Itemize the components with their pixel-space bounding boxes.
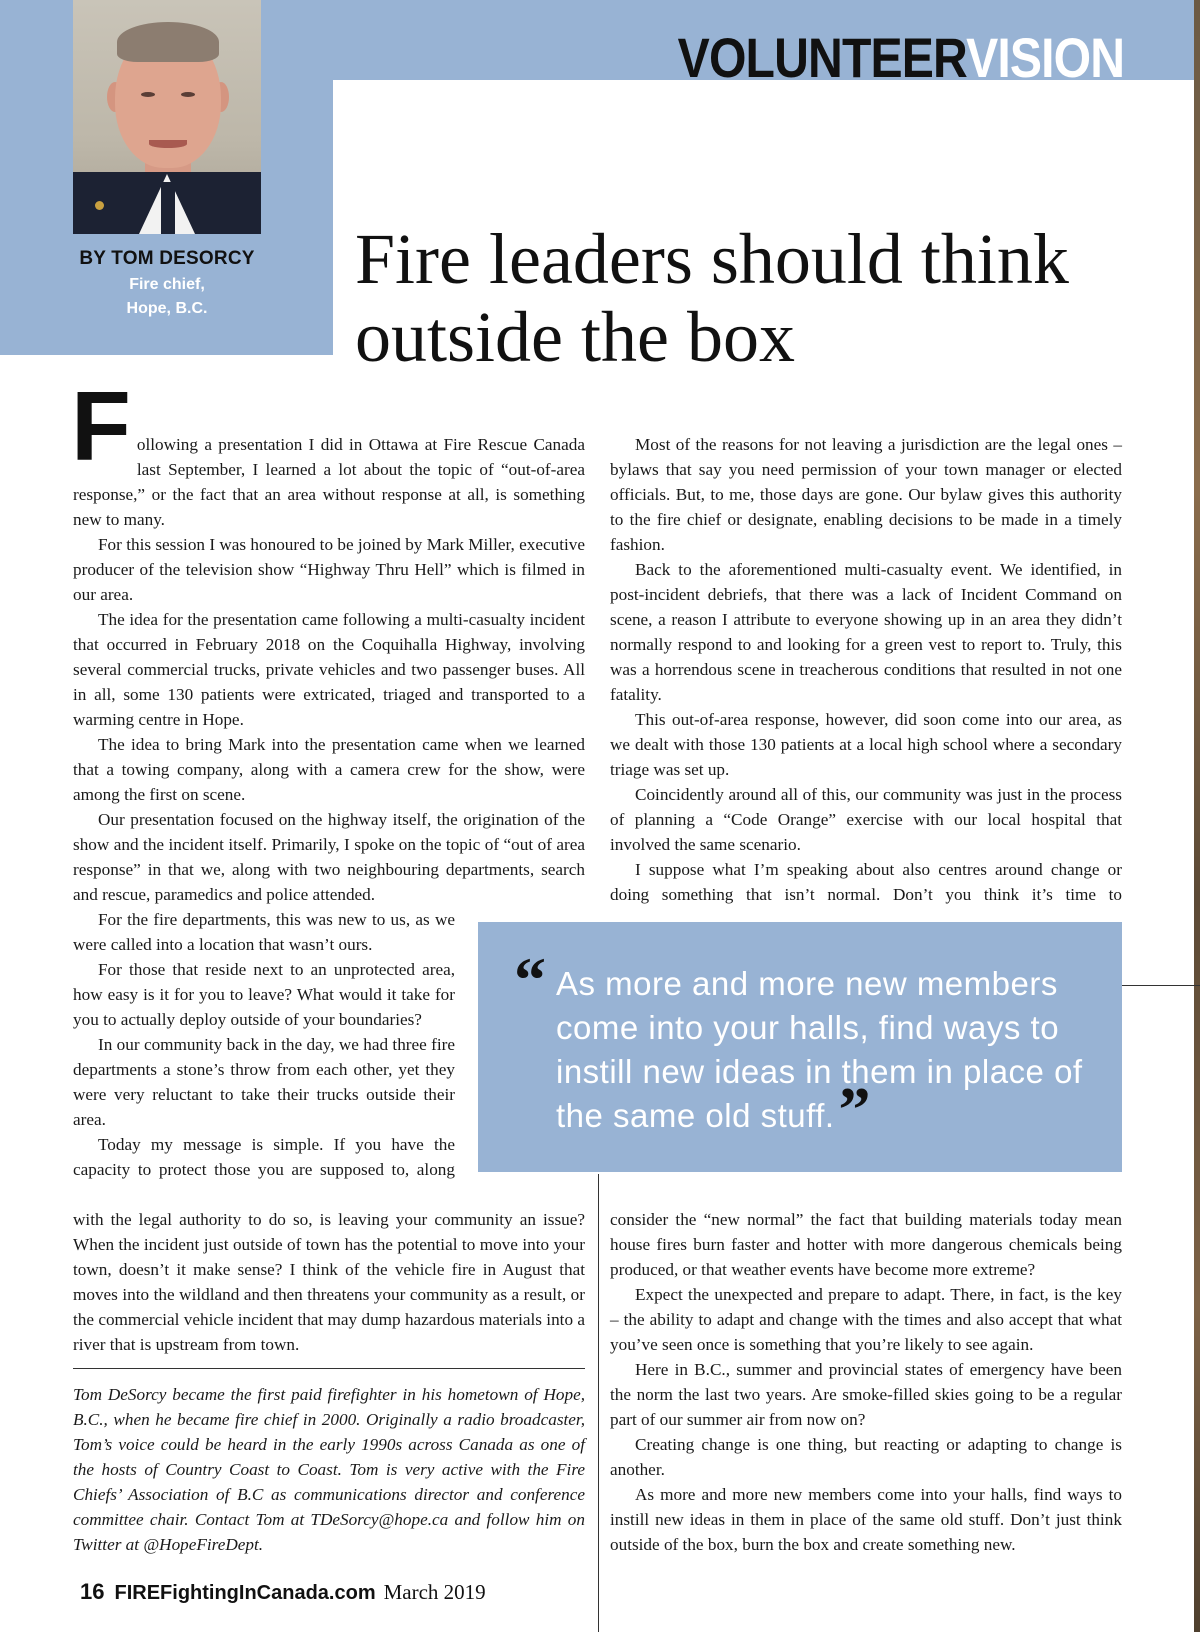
page-footer [80,1579,486,1605]
paragraph: In our community back in the day, we had three fire departments a stone’s throw from each other, yet they were very reluctant to take their trucks outside their area. [73,1035,455,1129]
byline-author: BY TOM DESORCY [79,248,255,269]
paragraph: The idea to bring Mark into the presentation came when we learned that a towing company, along with a camera crew for the show, were among the first on scene. [73,735,585,804]
article-column-left-mid [73,907,455,1182]
article-column-right-top [610,432,1122,907]
paragraph: Here in B.C., summer and provincial states of emergency have been the norm the last two years. Are smoke-filled skies going to be a regular part of our summer air from now on? [610,1360,1122,1429]
section-title-part1: VOLUNTEER [677,26,966,89]
author-bio: Tom DeSorcy became the first paid firefighter in his hometown of Hope, B.C., when he became fire chief in 2000. Originally a radio broadcaster, Tom’s voice could be heard in the early 1990s across Canada as one of the hosts of Country Coast to Coast. Tom is very active with the Fire Chiefs’ Association of B.C as communications director and conference committee chair. Contact Tom at TDeSorcy@hope.ca and follow him on Twitter at @HopeFireDept. [73,1385,585,1554]
close-quote-mark: ” [838,1074,872,1145]
divider-line [1122,985,1200,986]
page-edge-strip [1194,0,1200,1632]
paragraph: Coincidently around all of this, our community was just in the process of planning a “Code Orange” exercise with our local hospital that involved the same scenario. [610,785,1122,854]
article-column-left-top [71,371,585,907]
byline-role-line1: Fire chief, [129,276,205,293]
article-column-left-bottom [73,1207,585,1357]
byline [72,246,262,322]
paragraph: Creating change is one thing, but reacting or adapting to change is another. [610,1435,1122,1479]
page-number: 16 [80,1579,105,1604]
open-quote-mark: “ [514,944,546,1015]
bio-divider [73,1368,585,1369]
drop-cap: F [71,371,131,481]
article-headline [355,220,1155,376]
author-photo [73,0,261,234]
paragraph: Today my message is simple. If you have the capacity to protect those you are supposed to, along [73,1135,455,1179]
section-title-part2: VISION [965,26,1124,89]
headline-line1: Fire leaders should think [355,219,1069,299]
paragraph: Expect the unexpected and prepare to adapt. There, in fact, is the key – the ability to adapt and change with the times and also accept that what you’ve seen once is something that you’re likely to see again. [610,1285,1122,1354]
column-divider [598,1174,599,1632]
paragraph: For this session I was honoured to be joined by Mark Miller, executive producer of the television show “Highway Thru Hell” which is filmed in our area. [73,535,585,604]
paragraph: with the legal authority to do so, is leaving your community an issue? When the incident just outside of town has the potential to move into your town, doesn’t it make sense? I think of the vehicle fire in August that moves into the wildland and then threatens your community as a result, or the commercial vehicle incident that may dump hazardous materials into a river that is upstream from town. [73,1210,585,1354]
pull-quote [478,922,1122,1172]
paragraph: This out-of-area response, however, did soon come into our area, as we dealt with those 130 patients at a local high school where a secondary triage was set up. [610,710,1122,779]
paragraph: Our presentation focused on the highway itself, the origination of the show and the incident itself. Primarily, I spoke on the topic of “out of area response” in that we, along with two neighbouring departments, search and rescue, paramedics and police attended. [73,810,585,904]
paragraph: For the fire departments, this was new to us, as we were called into a location that wasn’t ours. [73,910,455,954]
paragraph: As more and more new members come into your halls, find ways to instill new ideas in them in place of the same old stuff. Don’t just think outside of the box, burn the box and create something new. [610,1485,1122,1554]
paragraph: Following a presentation I did in Ottawa at Fire Rescue Canada last September, I learned a lot about the topic of “out-of-area response,” or the fact that an area without response at all, is something new to many. [71,371,585,529]
paragraph: The idea for the presentation came following a multi-casualty incident that occurred in February 2018 on the Coquihalla Highway, involving several commercial trucks, private vehicles and two passenger buses. All in all, some 130 patients were extricated, triaged and transported to a warming centre in Hope. [73,610,585,729]
byline-role-line2: Hope, B.C. [126,300,208,317]
site-name: FIREFightingInCanada.com [114,1582,376,1604]
paragraph: I suppose what I’m speaking about also centres around change or doing something that isn’t normal. Don’t you think it’s time to [610,860,1122,904]
paragraph: consider the “new normal” the fact that building materials today mean house fires burn faster and hotter with more dangerous chemicals being produced, or that weather events have become more extreme? [610,1210,1122,1279]
paragraph: Most of the reasons for not leaving a jurisdiction are the legal ones – bylaws that say you need permission of your town manager or elected officials. But, to me, those days are gone. Our bylaw gives this authority to the fire chief or designate, enabling decisions to be made in a timely fashion. [610,435,1122,554]
paragraph: Back to the aforementioned multi-casualty event. We identified, in post-incident debriefs, that there was a lack of Incident Command on scene, a reason I attribute to everyone showing up in an area they didn’t normally respond to and looking for a green vest to report to. Truly, this was a horrendous scene in treacherous conditions that resulted in not one fatality. [610,560,1122,704]
section-title [678,28,1124,88]
pull-quote-text: As more and more new members come into your halls, find ways to instill new ideas in them in place of the same old stuff.” [556,965,1083,1145]
headline-line2: outside the box [355,297,795,377]
article-column-right-bottom [610,1207,1122,1557]
issue-date: March 2019 [383,1580,486,1604]
paragraph: For those that reside next to an unprotected area, how easy is it for you to leave? What would it take for you to actually deploy outside of your boundaries? [73,960,455,1029]
